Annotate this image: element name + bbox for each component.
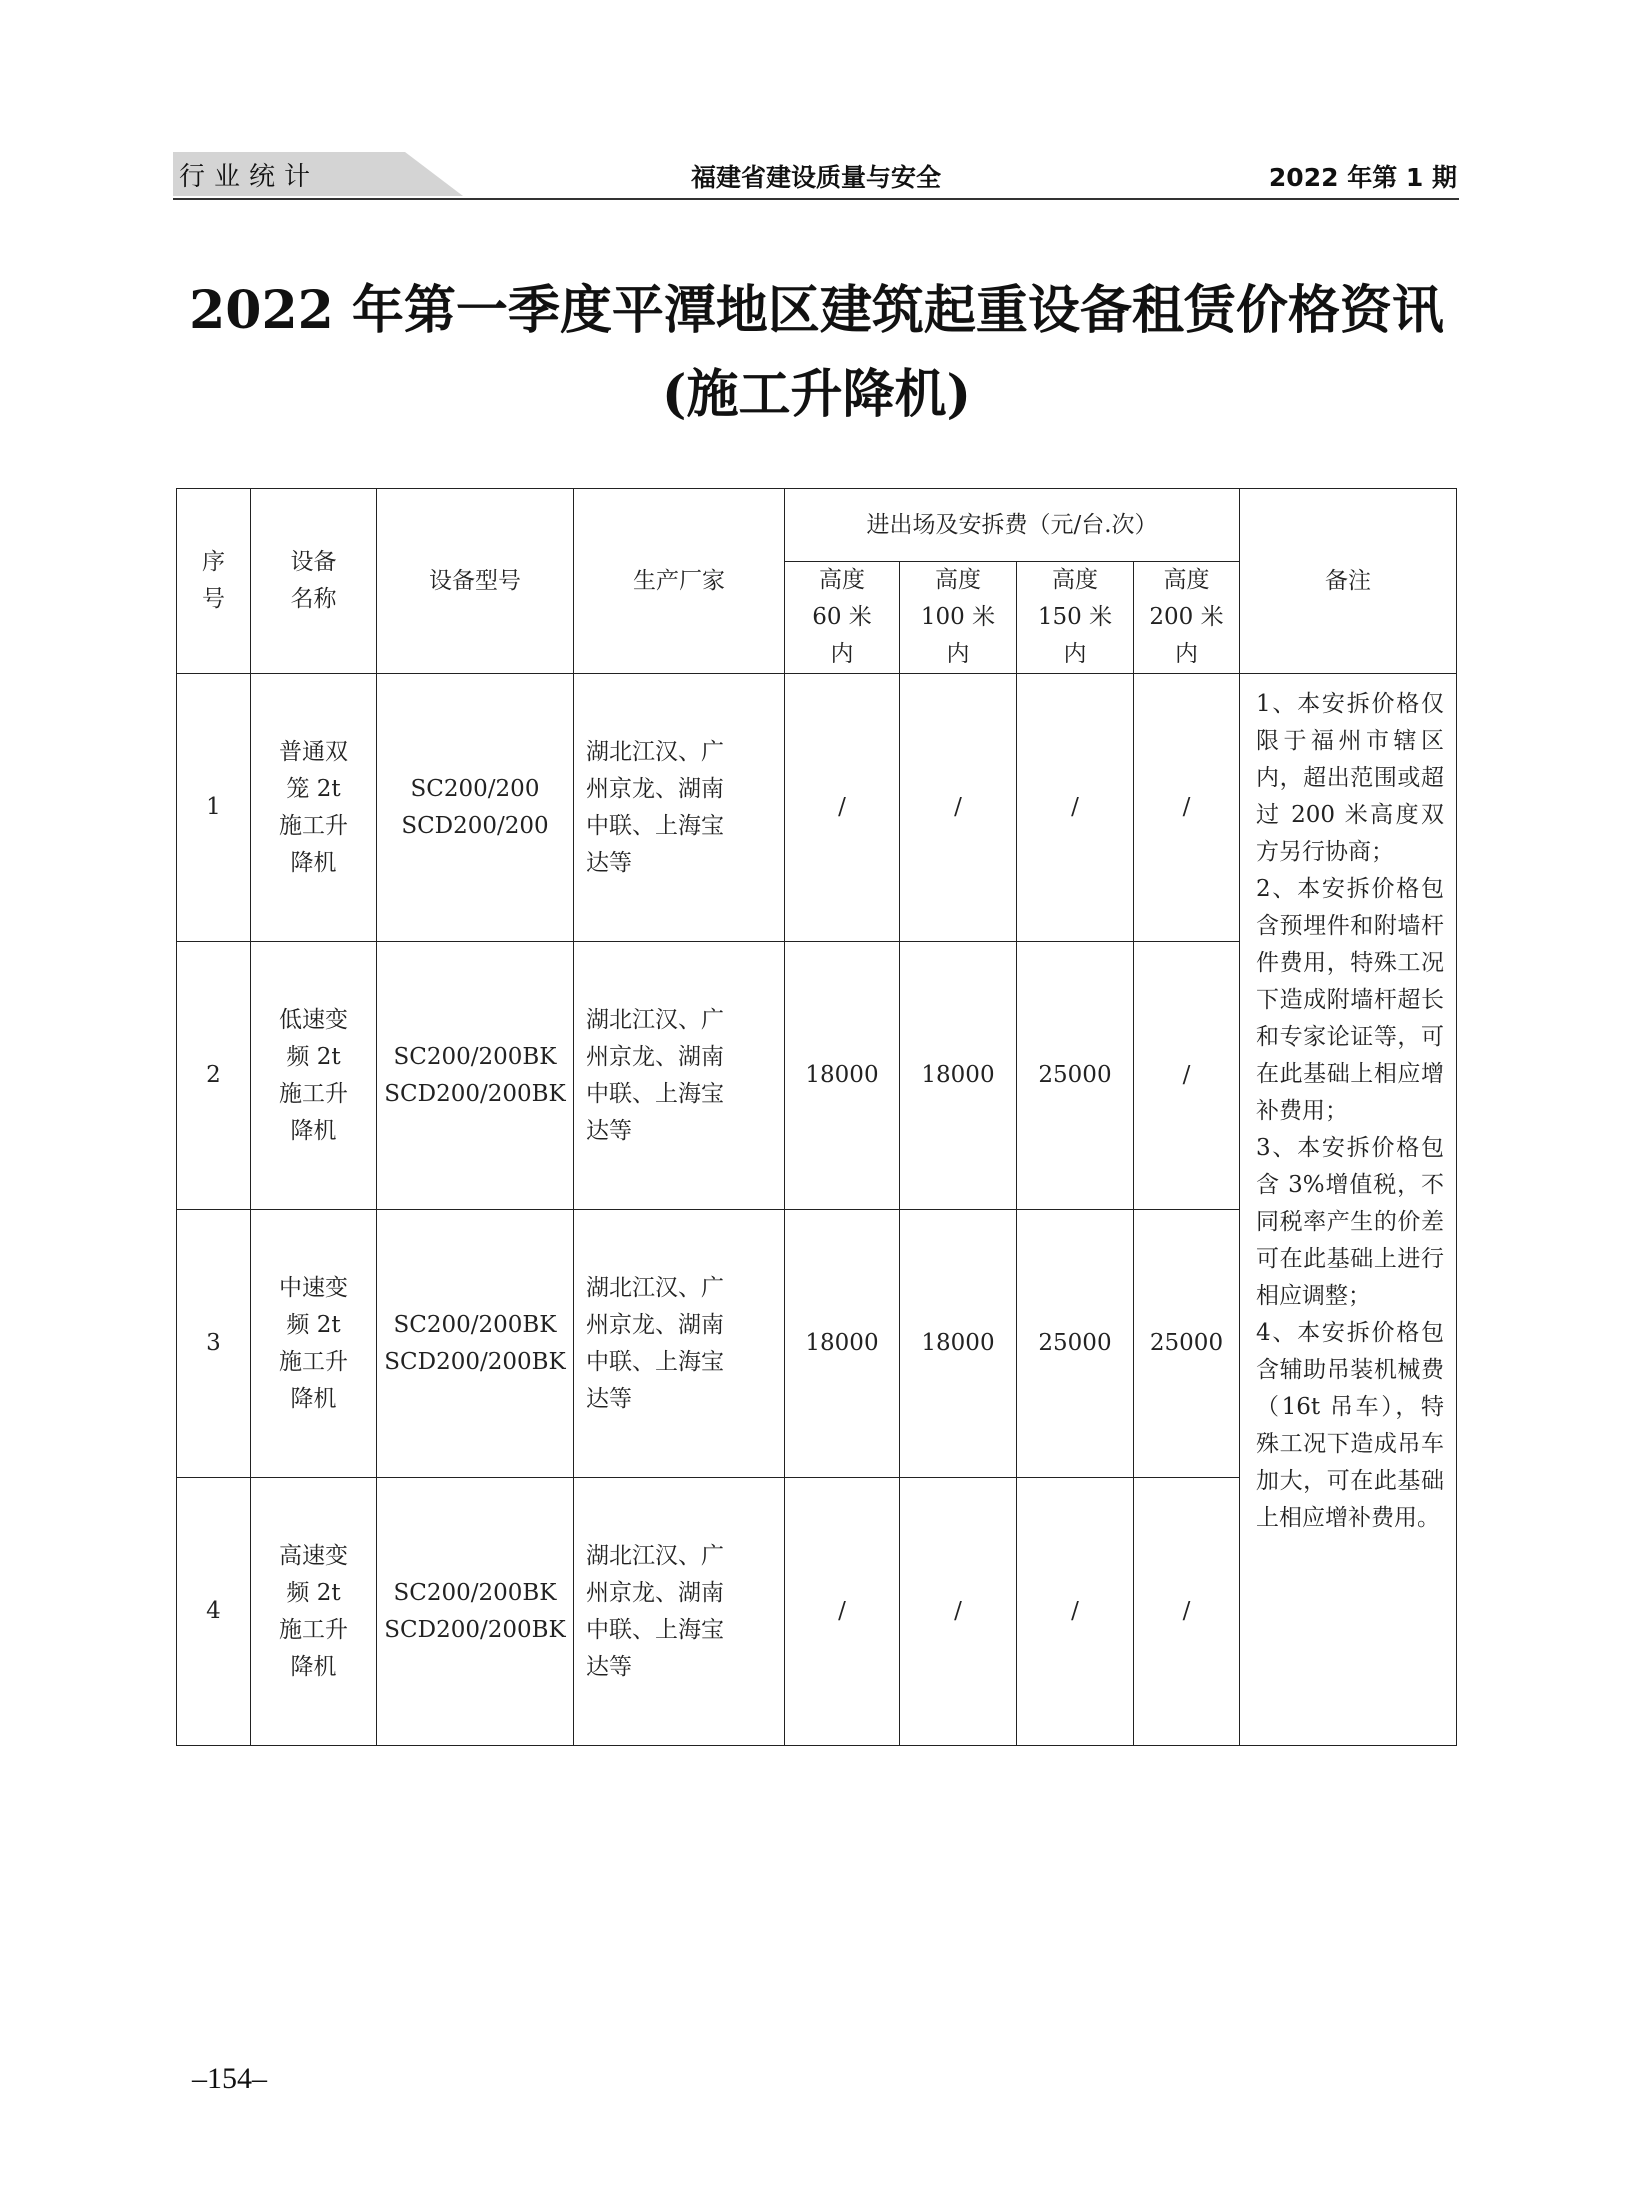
fee-200-cell: 25000 (1134, 1210, 1240, 1478)
fee-200-cell: / (1134, 674, 1240, 942)
fee-100-cell: 18000 (900, 1210, 1017, 1478)
equipment-name-cell: 高速变 频 2t 施工升 降机 (251, 1478, 377, 1746)
section-label: 行业统计 (179, 162, 320, 192)
equipment-name-cell: 低速变 频 2t 施工升 降机 (251, 942, 377, 1210)
page-title: 2022 年第一季度平潭地区建筑起重设备租赁价格资讯 (189, 280, 1444, 341)
header-height-60: 高度 60 米 内 (785, 562, 900, 674)
fee-200-cell: / (1134, 1478, 1240, 1746)
header-height-150: 高度 150 米 内 (1017, 562, 1134, 674)
seq-cell: 2 (177, 942, 251, 1210)
note-item: 4、本安拆价格包含辅助吊装机械费（16t 吊车），特殊工况下造成吊车加大，可在此基础上相应增补费用。 (1256, 1320, 1444, 1531)
model-cell: SC200/200BK SCD200/200BK (377, 942, 574, 1210)
maker-cell: 湖北江汉、广 州京龙、湖南 中联、上海宝 达等 (574, 942, 785, 1210)
header-height-200: 高度 200 米 内 (1134, 562, 1240, 674)
rental-price-table (176, 488, 1457, 1746)
note-item: 3、本安拆价格包含 3%增值税，不同税率产生的价差可在此基础上进行相应调整； (1256, 1135, 1444, 1309)
fee-60-cell: 18000 (785, 942, 900, 1210)
maker-cell: 湖北江汉、广 州京龙、湖南 中联、上海宝 达等 (574, 1210, 785, 1478)
page-subtitle: (施工升降机) (661, 364, 972, 425)
table-row (177, 674, 1457, 942)
running-header (173, 150, 1459, 200)
header-notes: 备注 (1240, 489, 1457, 674)
seq-cell: 3 (177, 1210, 251, 1478)
header-model: 设备型号 (377, 489, 574, 674)
equipment-name-cell: 普通双 笼 2t 施工升 降机 (251, 674, 377, 942)
model-cell: SC200/200BK SCD200/200BK (377, 1210, 574, 1478)
fee-150-cell: / (1017, 1478, 1134, 1746)
seq-cell: 4 (177, 1478, 251, 1746)
fee-200-cell: / (1134, 942, 1240, 1210)
journal-name: 福建省建设质量与安全 (690, 163, 941, 192)
fee-150-cell: 25000 (1017, 942, 1134, 1210)
fee-100-cell: / (900, 1478, 1017, 1746)
seq-cell: 1 (177, 674, 251, 942)
header-name: 设备 名称 (251, 489, 377, 674)
fee-100-cell: 18000 (900, 942, 1017, 1210)
issue-label: 2022 年第 1 期 (1268, 163, 1457, 192)
header-fee-group: 进出场及安拆费（元/台.次） (785, 489, 1240, 562)
fee-150-cell: 25000 (1017, 1210, 1134, 1478)
model-cell: SC200/200BK SCD200/200BK (377, 1478, 574, 1746)
model-cell: SC200/200 SCD200/200 (377, 674, 574, 942)
header-height-100: 高度 100 米 内 (900, 562, 1017, 674)
note-item: 1、本安拆价格仅限于福州市辖区内，超出范围或超过 200 米高度双方另行协商； (1256, 691, 1444, 865)
page-number: –154– (192, 2062, 267, 2095)
header-seq: 序 号 (177, 489, 251, 674)
fee-150-cell: / (1017, 674, 1134, 942)
fee-60-cell: / (785, 1478, 900, 1746)
maker-cell: 湖北江汉、广 州京龙、湖南 中联、上海宝 达等 (574, 1478, 785, 1746)
fee-60-cell: 18000 (785, 1210, 900, 1478)
note-item: 2、本安拆价格包含预埋件和附墙杆件费用，特殊工况下造成附墙杆超长和专家论证等，可在此基础上相应增补费用； (1256, 876, 1444, 1124)
equipment-name-cell: 中速变 频 2t 施工升 降机 (251, 1210, 377, 1478)
fee-100-cell: / (900, 674, 1017, 942)
maker-cell: 湖北江汉、广 州京龙、湖南 中联、上海宝 达等 (574, 674, 785, 942)
fee-60-cell: / (785, 674, 900, 942)
header-row (177, 489, 1457, 562)
header-maker: 生产厂家 (574, 489, 785, 674)
notes-cell (1240, 674, 1457, 1746)
